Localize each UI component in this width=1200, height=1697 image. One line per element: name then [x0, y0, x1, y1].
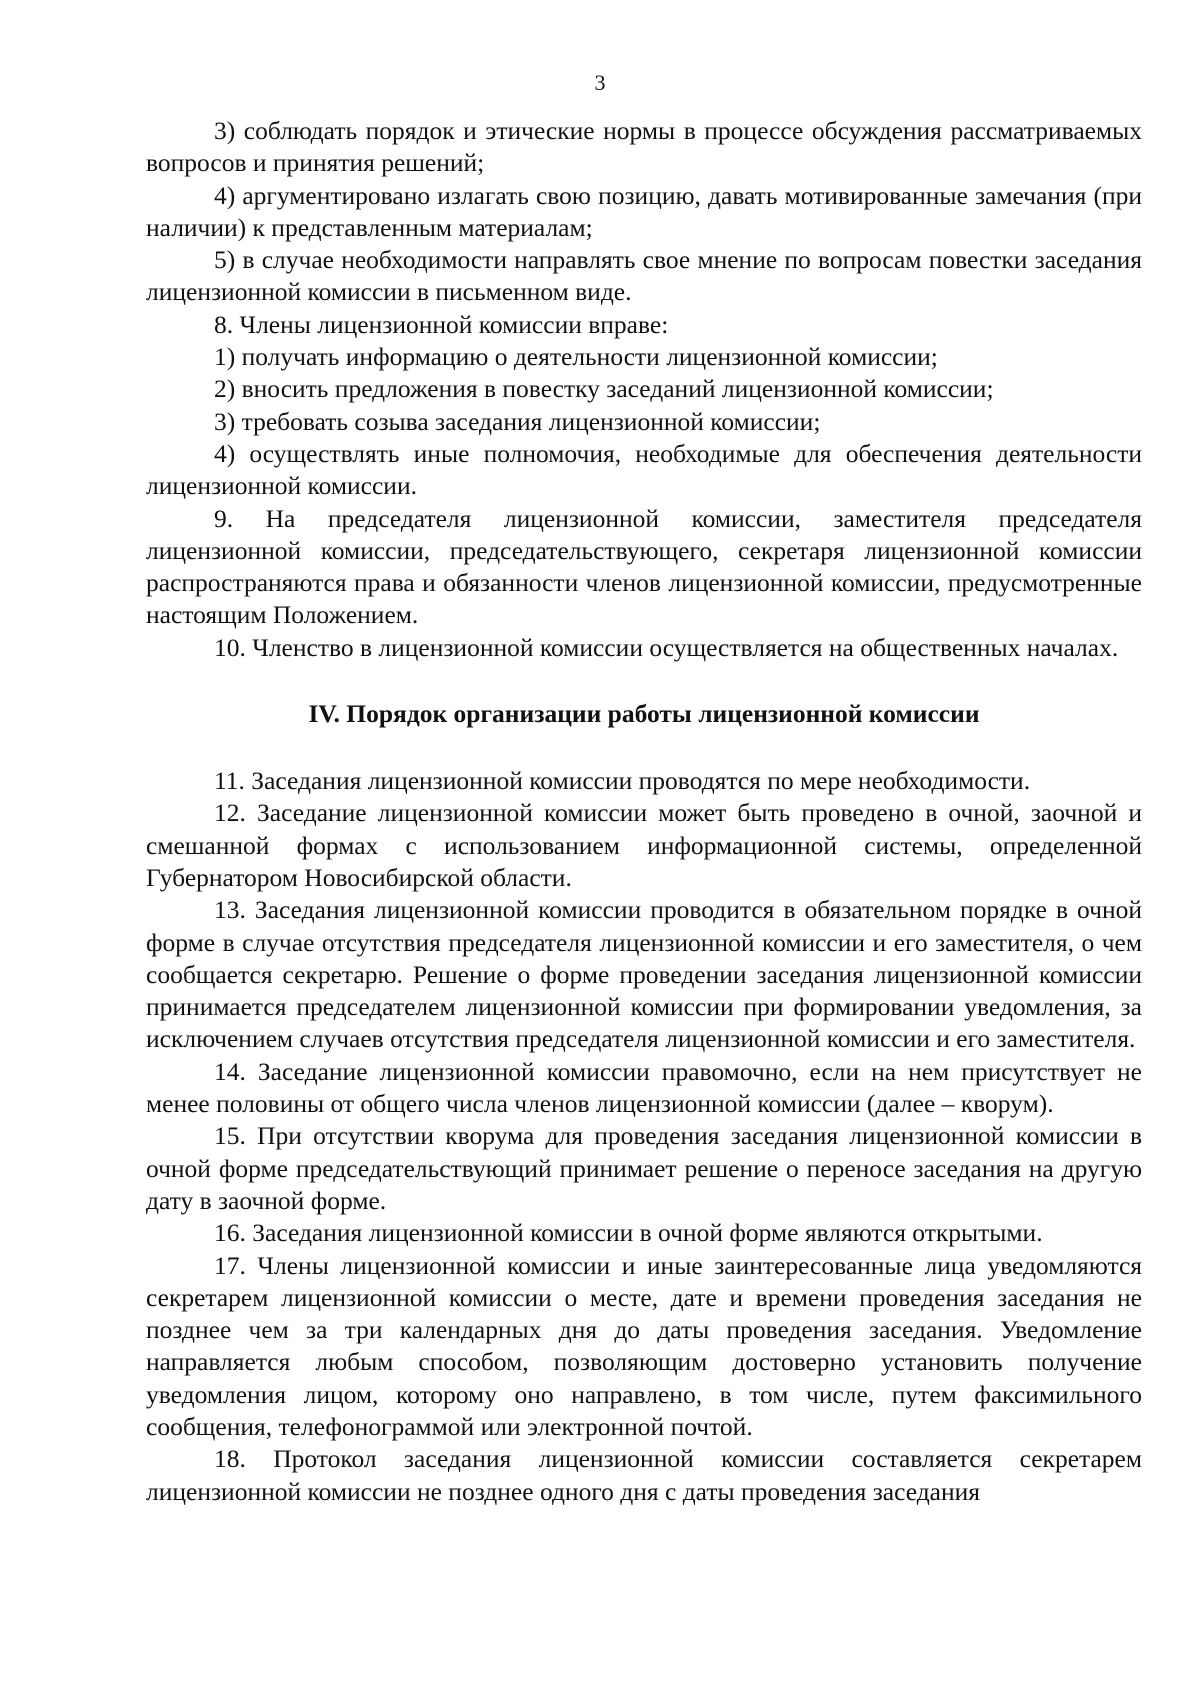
document-body	[146, 115, 1142, 1508]
paragraph-14: 14. Заседание лицензионной комиссии правомочно, если на нем присутствует не менее половины от общего числа членов лицензионной комиссии (далее – кворум).	[146, 1056, 1142, 1119]
paragraph-15: 15. При отсутствии кворума для проведения заседания лицензионной комиссии в очной форме председательствующий принимает решение о переносе заседания на другую дату в заочной форме.	[146, 1121, 1142, 1215]
paragraph-17: 17. Члены лицензионной комиссии и иные заинтересованные лица уведомляются секретарем лицензионной комиссии о месте, дате и времени проведения заседания не позднее чем за три календарных дня до даты проведения заседания. Уведомление направляется любым способом, позволяющим достоверно установить получение уведомления лицом, которому оно направлено, в том числе, путем факсимильного сообщения, телефонограммой или электронной почтой.	[146, 1250, 1142, 1441]
paragraph-8-item-2: 2) вносить предложения в повестку заседаний лицензионной комиссии;	[214, 374, 994, 404]
paragraph-11: 11. Заседания лицензионной комиссии проводятся по мере необходимости.	[214, 766, 1031, 796]
paragraph-12: 12. Заседание лицензионной комиссии может быть проведено в очной, заочной и смешанной формах с использованием информационной системы, определенной Губернатором Новосибирской области.	[146, 798, 1142, 892]
paragraph-4-duty: 4) аргументировано излагать свою позицию, давать мотивированные замечания (при наличии) к представленным материалам;	[146, 180, 1142, 242]
paragraph-13: 13. Заседания лицензионной комиссии проводится в обязательном порядке в очной форме в случае отсутствия председателя лицензионной комиссии и его заместителя, о чем сообщается секретарю. Решение о форме проведении заседания лицензионной комиссии принимается председателем лицензионной комиссии при формировании уведомления, за исключением случаев отсутствия председателя лицензионной комиссии и его заместителя.	[146, 895, 1142, 1054]
page-number: 3	[594, 70, 606, 95]
paragraph-5-duty: 5) в случае необходимости направлять свое мнение по вопросам повестки заседания лицензионной комиссии в письменном виде.	[146, 245, 1142, 307]
paragraph-16: 16. Заседания лицензионной комиссии в очной форме являются открытыми.	[214, 1218, 1043, 1248]
paragraph-9: 9. На председателя лицензионной комиссии, заместителя председателя лицензионной комиссии, председательствующего, секретаря лицензионной комиссии распространяются права и обязанности членов лицензионной комиссии, предусмотренные настоящим Положением.	[146, 503, 1142, 630]
paragraph-8-item-3: 3) требовать созыва заседания лицензионной комиссии;	[214, 406, 821, 436]
paragraph-18: 18. Протокол заседания лицензионной комиссии составляется секретарем лицензионной комиссии не позднее одного дня с даты проведения заседания	[146, 1444, 1142, 1506]
paragraph-8-item-4: 4) осуществлять иные полномочия, необходимые для обеспечения деятельности лицензионной комиссии.	[146, 438, 1142, 501]
paragraph-3-duty: 3) соблюдать порядок и этические нормы в процессе обсуждения рассматриваемых вопросов и принятия решений;	[146, 116, 1142, 178]
paragraph-10: 10. Членство в лицензионной комиссии осуществляется на общественных началах.	[214, 632, 1119, 662]
paragraph-8-item-1: 1) получать информацию о деятельности лицензионной комиссии;	[214, 342, 938, 372]
paragraph-8: 8. Члены лицензионной комиссии вправе:	[214, 309, 669, 339]
section-title: IV. Порядок организации работы лицензионной комиссии	[308, 699, 980, 729]
